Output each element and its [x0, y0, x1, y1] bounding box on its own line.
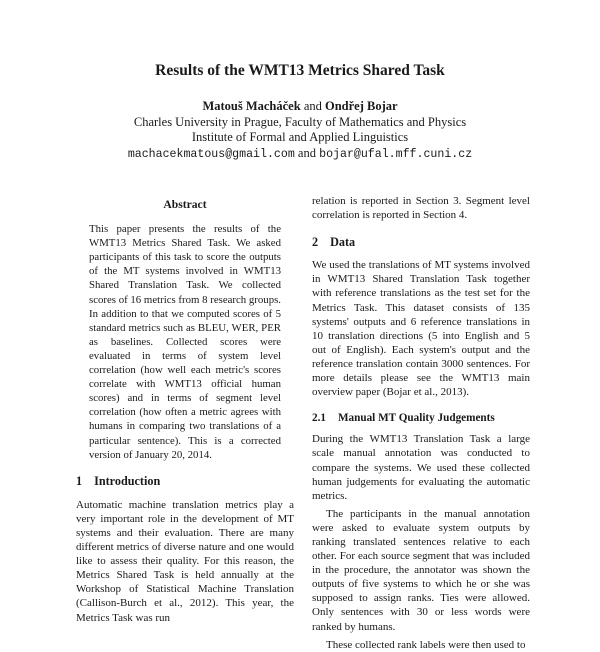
- subsection-number: 2.1: [312, 412, 326, 425]
- right-column: [312, 194, 530, 652]
- data-text: We used the translations of MT systems involved in WMT13 Shared Translation Task together with reference translations as the test set for the Metrics Task. This dataset consists of 135 systems' outputs and 6 reference translations in 10 translation directions (5 into English and 5 out of English). Each system's output and the reference translation contain 3000 sentences. For more details please see the WMT13 main overview paper (Bojar et al., 2013).: [312, 259, 530, 399]
- section-title: Data: [330, 235, 356, 250]
- subsection-heading-manual: [312, 411, 530, 425]
- section-title: Introduction: [94, 473, 161, 488]
- author-names: [0, 99, 600, 115]
- author-block: [0, 99, 600, 162]
- manual-paragraph-3: These collected rank labels were then used to: [326, 638, 526, 651]
- section-number: 1: [76, 473, 83, 488]
- subsection-title: Manual MT Quality Judgements: [337, 412, 495, 425]
- affiliation-1: Charles University in Prague, Faculty of Mathematics and Physics: [133, 114, 467, 129]
- author-2: Ondřej Bojar: [325, 99, 398, 113]
- abstract-heading: Abstract: [163, 198, 207, 211]
- section-heading-intro: [76, 474, 294, 488]
- intro-text: Automatic machine translation metrics play a very important role in the development of MT systems and their evaluation. There are many different metrics of diverse nature and one would like to assess their quality. For this reason, the Metrics Shared Task is held annually at the Workshop of Statistical Machine Translation (Callison-Burch et al., 2012). This year, the Metrics Task was run: [76, 498, 294, 624]
- email-2: bojar@ufal.mff.cuni.cz: [319, 147, 473, 161]
- email-1: machacekmatous@gmail.com: [127, 147, 295, 161]
- paper-title: Results of the WMT13 Metrics Shared Task: [155, 62, 445, 79]
- manual-paragraph-2: The participants in the manual annotation were asked to evaluate system outputs by ranking translated sentences relative to each other. For each source segment that was included in the procedure, the annotator was shown the outputs of five systems to which he or she was supposed to assign ranks. Ties were allowed. Only sentences with 30 or less words were ranked by humans.: [312, 507, 530, 633]
- section-number: 2: [312, 235, 319, 250]
- abstract-text: This paper presents the results of the WMT13 Metrics Shared Task. We asked participants of this task to score the outputs of the MT systems involved in WMT13 Shared Translation Task. We collected scores of 16 metrics from 8 research groups. In addition to that we computed scores of 5 standard metrics such as BLEU, WER, PER as baselines. Collected scores were evaluated in terms of system level correlation (how well each metric's scores correlate with WMT13 official human scores) and in terms of segment level correlation (how often a metric agrees with humans in comparing two translations of a particular sentence). This is a corrected version of January 20, 2014.: [89, 223, 281, 461]
- emails: [0, 146, 600, 163]
- email-conjunction: and: [297, 145, 316, 160]
- left-column: [76, 198, 294, 625]
- section-heading-data: [312, 235, 530, 249]
- author-conjunction: and: [303, 99, 322, 113]
- manual-paragraph-1: During the WMT13 Translation Task a large scale manual annotation was conducted to compare the systems. We used these collected human judgements for evaluating the automatic metrics.: [312, 433, 530, 502]
- affiliation-2: Institute of Formal and Applied Linguistics: [191, 130, 409, 144]
- continuation-text: relation is reported in Section 3. Segment level correlation is reported in Section 4.: [312, 195, 530, 222]
- author-1: Matouš Macháček: [202, 99, 301, 113]
